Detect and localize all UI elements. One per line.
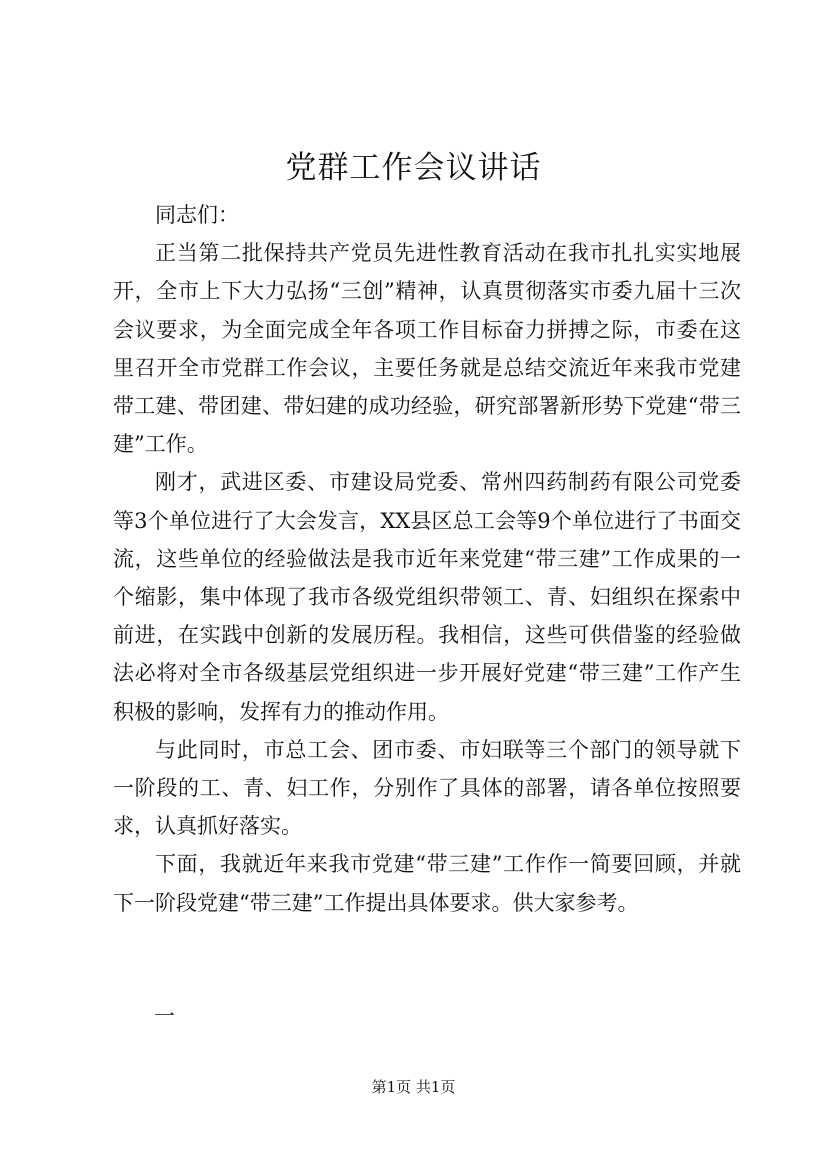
document-body: [113, 196, 741, 922]
paragraph-4: 下面，我就近年来我市党建“带三建”工作作一简要回顾，并就下一阶段党建“带三建”工作提出具体要求。供大家参考。: [113, 852, 741, 915]
paragraph-3: 与此同时，市总工会、团市委、市妇联等三个部门的领导就下一阶段的工、青、妇工作，分别作了具体的部署，请各单位按照要求，认真抓好落实。: [113, 737, 741, 839]
salutation: 同志们：: [155, 203, 239, 227]
paragraph-2: 刚才，武进区委、市建设局党委、常州四药制药有限公司党委等3个单位进行了大会发言，XX县区总工会等9个单位进行了书面交流，这些单位的经验做法是我市近年来党建“带三建”工作成果的一个缩影，集中体现了我市各级党组织带领工、青、妇组织在探索中前进，在实践中创新的发展历程。我相信，这些可供借鉴的经验做法必将对全市各级基层党组织进一步开展好党建“带三建”工作产生积极的影响，发挥有力的推动作用。: [113, 470, 741, 724]
paragraph-1: 正当第二批保持共产党员先进性教育活动在我市扎扎实实地展开，全市上下大力弘扬“三创”精神，认真贯彻落实市委九届十三次会议要求，为全面完成全年各项工作目标奋力拼搏之际，市委在这里召开全市党群工作会议，主要任务就是总结交流近年来我市党建带工建、带团建、带妇建的成功经验，研究部署新形势下党建“带三建”工作。: [113, 241, 741, 457]
document-title: 党群工作会议讲话: [285, 150, 542, 186]
page-footer: 第1页 共1页: [371, 1078, 456, 1096]
section-marker: 一: [154, 1004, 175, 1028]
